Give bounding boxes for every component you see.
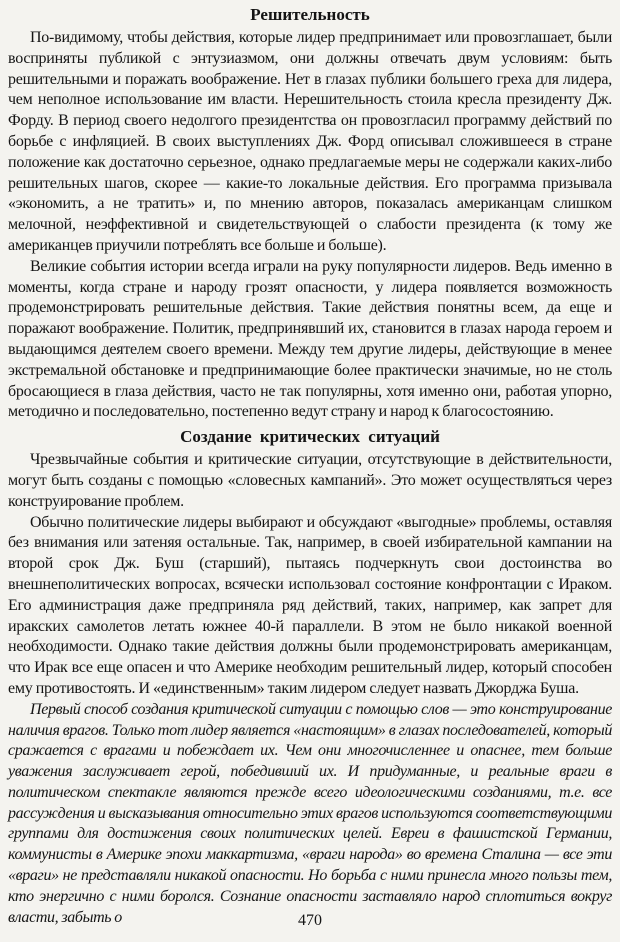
- paragraph: Чрезвычайные события и критические ситуации, отсутствующие в действительности, могут быть созданы с помощью «словесных кампаний». Это может осуществляться через конструирование проблем.: [8, 451, 612, 510]
- paragraph: Обычно политические лидеры выбирают и обсуждают «выгодные» проблемы, оставляя без внимания или затеняя остальные. Так, например, в своей избирательной кампании на второй срок Дж. Буш (старший), пытаясь подчеркнуть свои достоинства во внешнеполитических вопросах, всячески использовал состояние конфронтации с Ираком. Его администрация даже предприняла ряд действий, таких, например, как запрет для иракских самолетов летать южнее 40-й параллели. В этом не было никакой военной необходимости. Однако такие действия должны были продемонстрировать американцам, что Ирак все еще опасен и что Америке необходим решительный лидер, который способен ему противостоять. И «единственным» таким лидером следует назвать Джорджа Буша.: [8, 513, 612, 697]
- paragraph: По-видимому, чтобы действия, которые лидер предпринимает или провозглашает, были восприняты публикой с энтузиазмом, они должны отвечать двум условиям: быть решительными и поражать воображение. Нет в глазах публики большего греха для лидера, чем неполное использование им власти. Нерешительность стоила кресла президенту Дж. Форду. В период своего недолгого президентства он провозгласил программу действий по борьбе с инфляцией. В своих выступлениях Дж. Форд описывал сложившееся в стране положение как достаточно серьезное, однако предлагаемые меры не содержали каких-либо решительных шагов, скорее — какие-то локальные действия. Его программа призывала «экономить, а не тратить» и, по мнению авторов, показалась американцам слишком мелочной, неэффективной и свидетельствующей о слабости президента (к тому же американцев приучили потреблять все больше и больше).: [8, 29, 612, 254]
- italic-paragraph: Первый способ создания критической ситуации с помощью слов — это конструирование наличия врагов. Только тот лидер является «настоящим» в глазах последователей, который сражается с врагами и побеждает их. Чем они многочисленнее и опаснее, тем больше уважения заслуживает герой, победивший их. И придуманные, и реальные враги в политическом спектакле являются прежде всего идеологическими созданиями, т.е. все рассуждения и высказывания относительно этих врагов используются соответствующими группами для достижения своих политических целей. Евреи в фашистской Германии, коммунисты в Америке эпохи маккартизма, «враги народа» во времена Сталина — все эти «враги» не представляли никакой опасности. Но борьба с ними принесла много пользы тем, кто энергично с ними боролся. Сознание опасности заставляло народ сплотиться вокруг власти, забыть о: [8, 700, 612, 926]
- section-heading-decisiveness: Решительность: [250, 5, 370, 24]
- page-number: 470: [298, 912, 322, 929]
- paragraph: Великие события истории всегда играли на руку популярности лидеров. Ведь именно в моменты, когда стране и народу грозят опасности, у лидера появляется возможность продемонстрировать решительные действия. Такие действия понятны всем, да еще и поражают воображение. Политик, предпринявший их, становится в глазах народа героем и выдающимся деятелем своего времени. Между тем другие лидеры, действующие в менее экстремальной обстановке и предпринимающие более практически значимые, но не столь бросающиеся в глаза действия, часто не так популярны, хотя именно они, работая упорно, методично и последовательно, постепенно ведут страну и народ к благосостоянию.: [8, 257, 612, 421]
- section-heading-critical-situations: Создание критических ситуаций: [180, 427, 440, 447]
